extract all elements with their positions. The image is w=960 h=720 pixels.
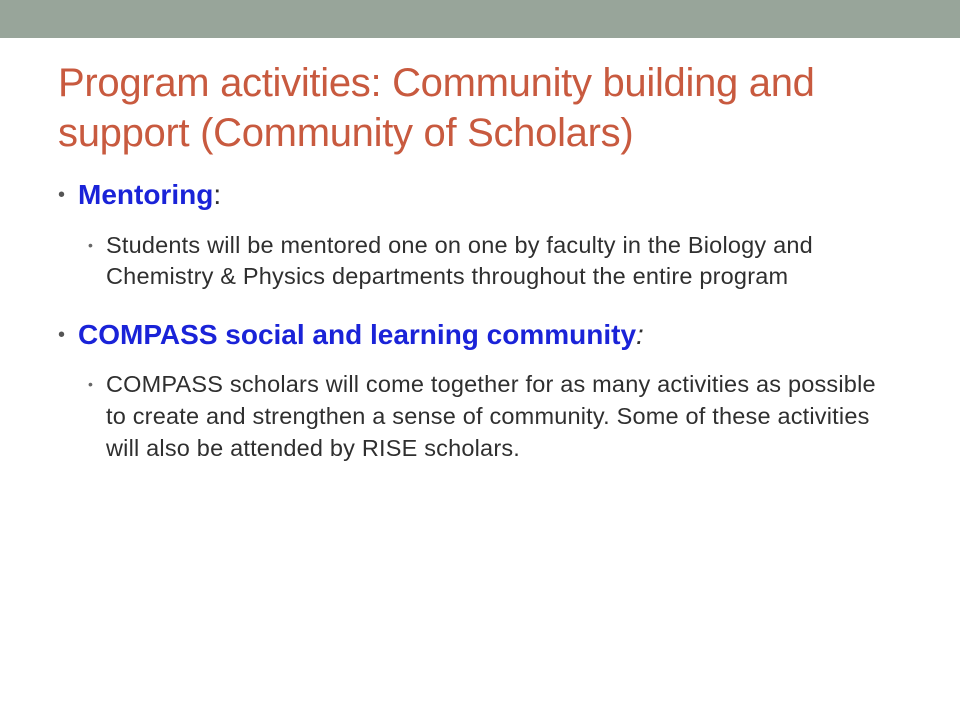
bullet-group-compass [58, 318, 898, 464]
bullet-heading-mentoring: Mentoring [78, 179, 214, 210]
bullet-heading-suffix: : [213, 179, 222, 210]
bullet-heading-suffix: : [636, 319, 644, 350]
sub-bullet-dot: • [88, 376, 94, 392]
bullet-compass [58, 318, 898, 352]
bullet-mentoring [58, 178, 898, 212]
sub-bullet-text-compass: COMPASS scholars will come together for as many activities as possible to create and strengthen a sense of community. Some of these activities will also be attended by RISE scholars. [106, 371, 876, 461]
sub-bullet-text-mentoring: Students will be mentored one on one by faculty in the Biology and Chemistry & Physics departments throughout the entire program [106, 232, 813, 289]
sub-bullet-dot: • [88, 237, 94, 253]
top-accent-band [0, 0, 960, 38]
slide-content [58, 178, 898, 464]
sub-bullet-compass [88, 368, 898, 464]
bullet-heading-compass: COMPASS social and learning community [78, 319, 637, 350]
bullet-dot: • [58, 324, 66, 346]
slide-title: Program activities: Community building and support (Community of Scholars) [58, 61, 815, 155]
sub-bullet-mentoring [88, 230, 898, 292]
bullet-group-mentoring [58, 178, 898, 292]
bullet-dot: • [58, 184, 66, 206]
